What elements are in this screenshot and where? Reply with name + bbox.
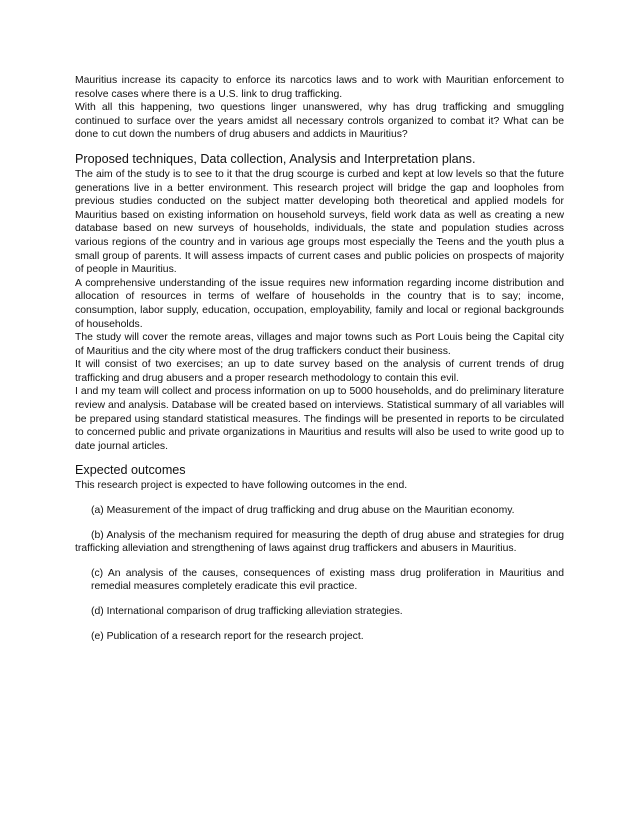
outcome-item-e: (e) Publication of a research report for the research project. [91, 630, 364, 642]
section1-paragraph-aim: The aim of the study is to see to it that the drug scourge is curbed and kept at low levels so that the future generations live in a better environment. This research project will bridge the gap and loopholes from previous studies conducted on the subject matter developing both theoretical and applied models for Mauritius based on existing information on household surveys, field work data as well as creating a new database based on new surveys of households, individuals, the state and population studies across various regions of the country and in various age groups most especially the Teens and the youth plus a small group of parents. It will assess impacts of current cases and public policies on prospects of majority of people in Mauritius. [75, 168, 564, 276]
outcome-item-c: (c) An analysis of the causes, consequences of existing mass drug proliferation in Mauritius and remedial measures completely eradicate this evil practice. [91, 567, 564, 593]
outcome-item-d: (d) International comparison of drug trafficking alleviation strategies. [91, 606, 403, 617]
section1-paragraph-exercises: It will consist of two exercises; an up to date survey based on the analysis of current trends of drug trafficking and drug abusers and a proper research methodology to contain this evil. [75, 359, 564, 384]
document-page [75, 74, 564, 643]
section-heading-outcomes: Expected outcomes [75, 463, 186, 478]
outcomes-intro: This research project is expected to have following outcomes in the end. [75, 480, 408, 492]
section1-paragraph-coverage: The study will cover the remote areas, villages and major towns such as Port Louis being the Capital city of Mauritius and the city where most of the drug traffickers conduct their business. [75, 332, 564, 357]
outcome-item-b: (b) Analysis of the mechanism required for measuring the depth of drug abuse and strategies for drug trafficking alleviation and strengthening of laws against drug traffickers and abusers in Mauritius. [75, 529, 564, 555]
section-heading-techniques: Proposed techniques, Data collection, Analysis and Interpretation plans. [75, 151, 476, 166]
outcome-item-a: (a) Measurement of the impact of drug trafficking and drug abuse on the Mauritian economy. [91, 505, 515, 517]
intro-paragraph-1: Mauritius increase its capacity to enforce its narcotics laws and to work with Mauritian enforcement to resolve cases where there is a U.S. link to drug trafficking. [75, 75, 564, 100]
section1-paragraph-understanding: A comprehensive understanding of the issue requires new information regarding income distribution and allocation of resources in terms of welfare of households in the country that is to say; income, consumption, labor supply, education, occupation, employability, family and local or regional backgrounds of households. [75, 277, 564, 330]
section1-paragraph-team: I and my team will collect and process information on up to 5000 households, and do preliminary literature review and analysis. Database will be created based on interviews. Statistical summary of all variables will be prepared using standard statistical measures. The findings will be presented in reports to be circulated to concerned public and private organizations in Mauritius and results will also be used to write good up to date journal articles. [75, 386, 564, 452]
intro-paragraph-2: With all this happening, two questions linger unanswered, why has drug trafficking and smuggling continued to surface over the years amidst all necessary controls organized to combat it? What can be done to cut down the numbers of drug abusers and addicts in Mauritius? [75, 102, 564, 141]
